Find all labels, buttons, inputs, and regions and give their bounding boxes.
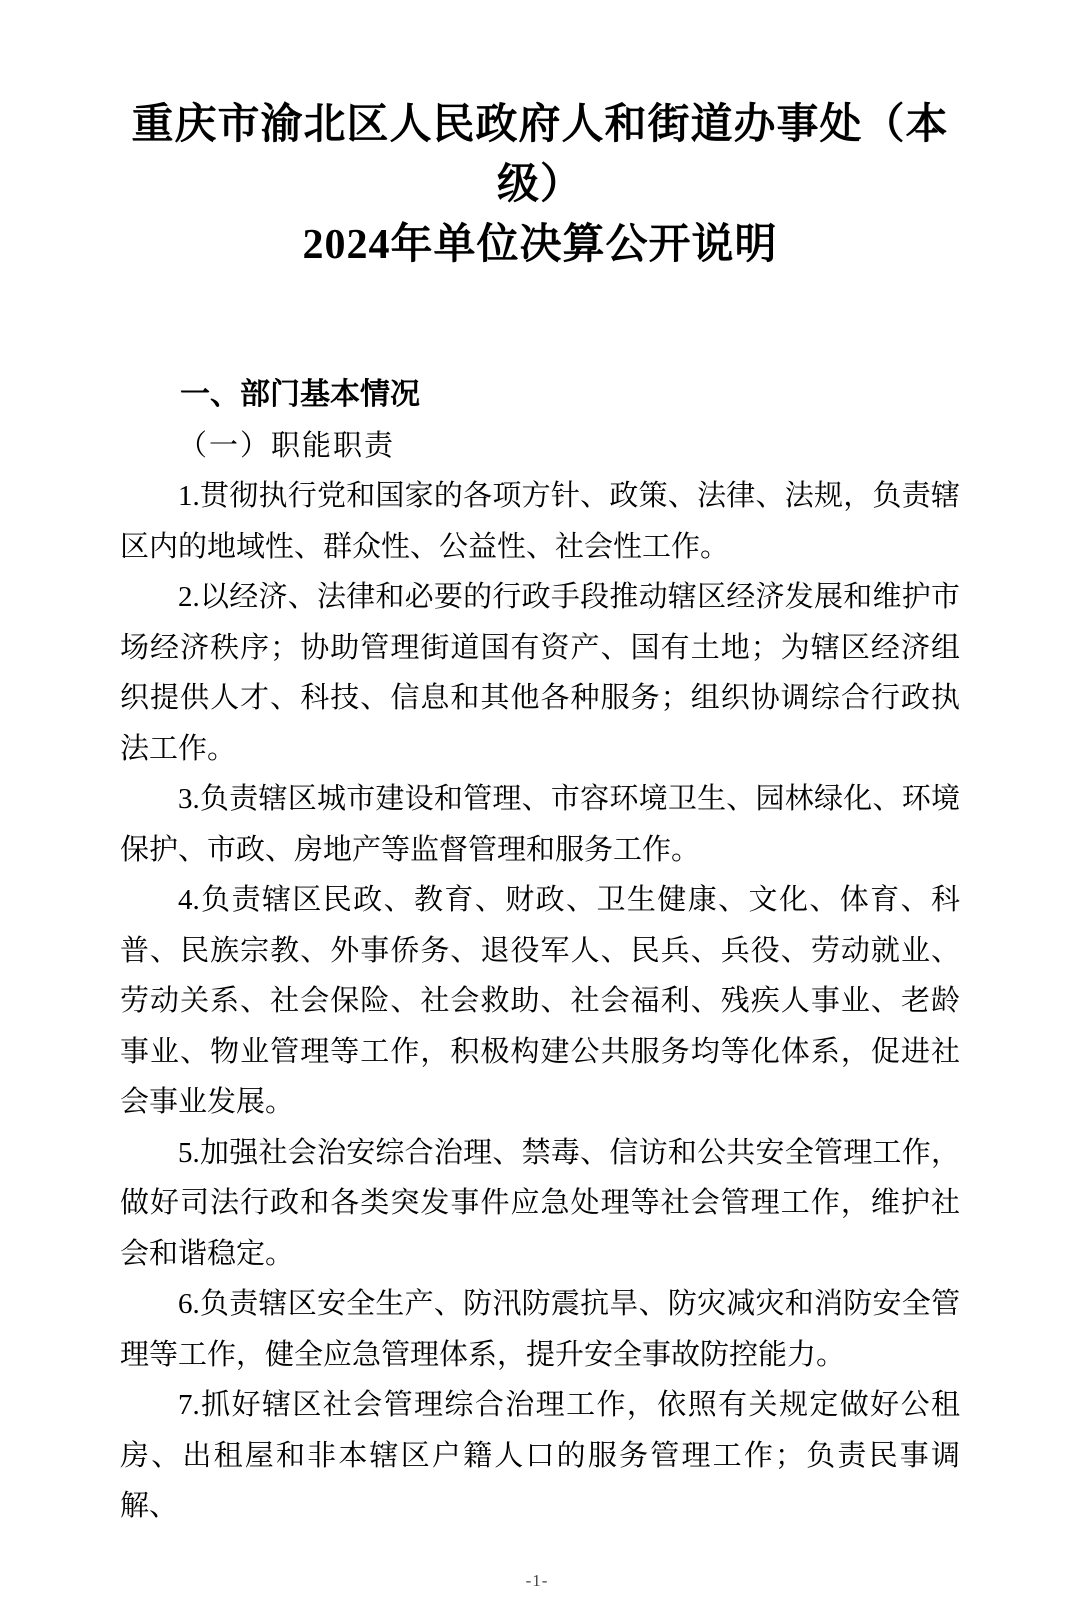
body-paragraph-7: 7.抓好辖区社会管理综合治理工作，依照有关规定做好公租房、出租屋和非本辖区户籍人口的服务管理工作；负责民事调解、 [120,1389,960,1522]
document-title [120,95,960,275]
page-number: -1- [525,1571,549,1590]
document-page [0,95,1074,1615]
document-title-line-2: 2024年单位决算公开说明 [302,222,778,268]
body-paragraph-1: 1.贯彻执行党和国家的各项方针、政策、法律、法规，负责辖区内的地域性、群众性、公益性、社会性工作。 [120,480,960,563]
body-paragraph-5: 5.加强社会治安综合治理、禁毒、信访和公共安全管理工作，做好司法行政和各类突发事件应急处理等社会管理工作，维护社会和谐稳定。 [120,1136,960,1270]
section-heading: 一、部门基本情况 [180,378,420,411]
document-title-line-1: 重庆市渝北区人民政府人和街道办事处（本级） [131,102,949,208]
body-paragraph-6: 6.负责辖区安全生产、防汛防震抗旱、防灾减灾和消防安全管理等工作，健全应急管理体系，提升安全事故防控能力。 [120,1288,960,1371]
body-paragraph-4: 4.负责辖区民政、教育、财政、卫生健康、文化、体育、科普、民族宗教、外事侨务、退役军人、民兵、兵役、劳动就业、劳动关系、社会保险、社会救助、社会福利、残疾人事业、老龄事业、物业管理等工作，积极构建公共服务均等化体系，促进社会事业发展。 [120,884,960,1118]
body-paragraph-2: 2.以经济、法律和必要的行政手段推动辖区经济发展和维护市场经济秩序；协助管理街道国有资产、国有土地；为辖区经济组织提供人才、科技、信息和其他各种服务；组织协调综合行政执法工作。 [120,581,960,765]
body-paragraph-3: 3.负责辖区城市建设和管理、市容环境卫生、园林绿化、环境保护、市政、房地产等监督管理和服务工作。 [120,783,960,866]
document-body [120,370,960,1532]
subsection-heading: （一）职能职责 [178,429,396,462]
